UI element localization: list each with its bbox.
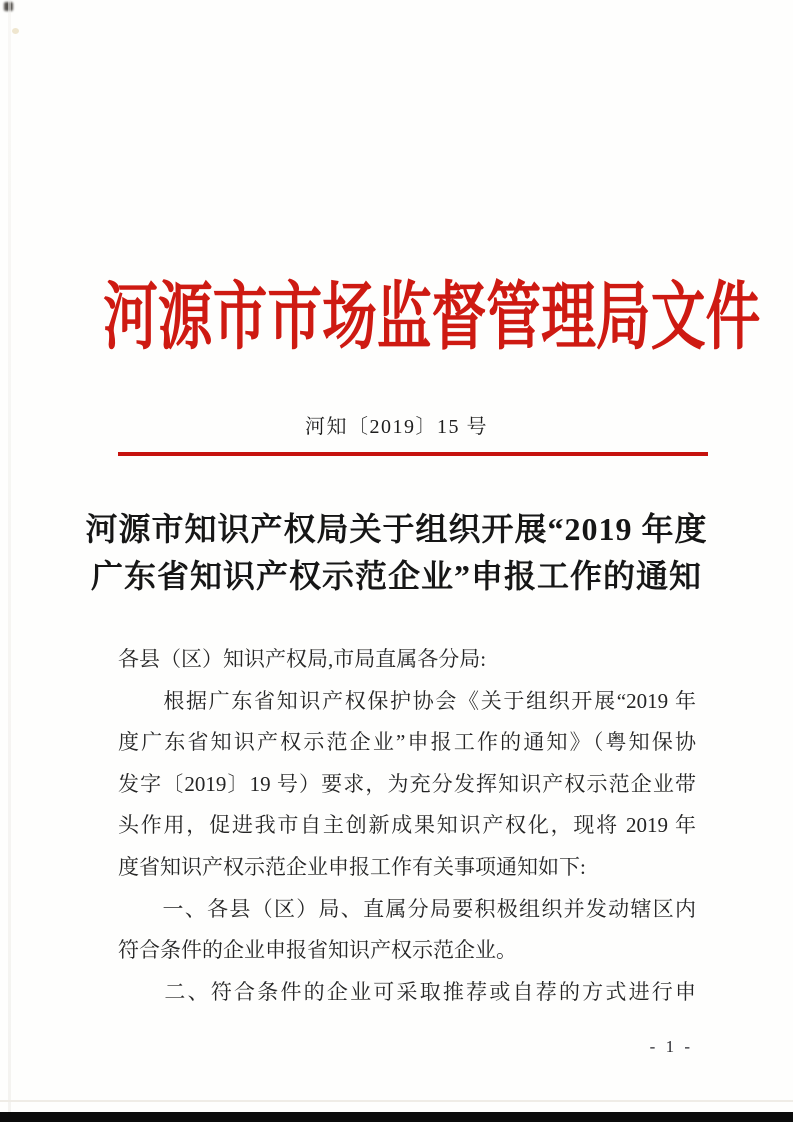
salutation-line: 各县（区）知识产权局,市局直属各分局: <box>118 647 487 671</box>
body-line: 根据广东省知识产权保护协会《关于组织开展“2019 年 <box>118 688 696 713</box>
letterhead-agency-title: 河源市市场监督管理局文件 <box>103 277 761 359</box>
body-line: 发字〔2019〕19 号）要求，为充分发挥知识产权示范企业带 <box>118 771 696 796</box>
body-line-item-two: 二、符合条件的企业可采取推荐或自荐的方式进行申 <box>118 979 696 1004</box>
body-line: 头作用，促进我市自主创新成果知识产权化，现将 2019 年 <box>118 813 696 838</box>
body-line: 度省知识产权示范企业申报工作有关事项通知如下: <box>118 854 586 879</box>
scan-speck <box>12 28 19 34</box>
body-line-item-one: 一、各县（区）局、直属分局要积极组织并发动辖区内 <box>118 896 696 921</box>
scan-smudge-line <box>0 1100 793 1102</box>
notice-title-line1: 河源市知识产权局关于组织开展“2019 年度 <box>85 511 708 547</box>
body-line: 度广东省知识产权示范企业”申报工作的通知》（粤知保协 <box>118 730 696 755</box>
page-number: - 1 - <box>649 1037 693 1056</box>
scan-edge-artifact <box>0 1112 793 1122</box>
document-reference-number: 河知〔2019〕15 号 <box>305 416 488 438</box>
notice-title <box>0 506 793 600</box>
letterhead-divider-line <box>118 452 708 456</box>
notice-title-line2: 广东省知识产权示范企业”申报工作的通知 <box>90 558 702 594</box>
notice-body <box>118 639 696 1013</box>
body-line: 符合条件的企业申报省知识产权示范企业。 <box>118 938 517 963</box>
